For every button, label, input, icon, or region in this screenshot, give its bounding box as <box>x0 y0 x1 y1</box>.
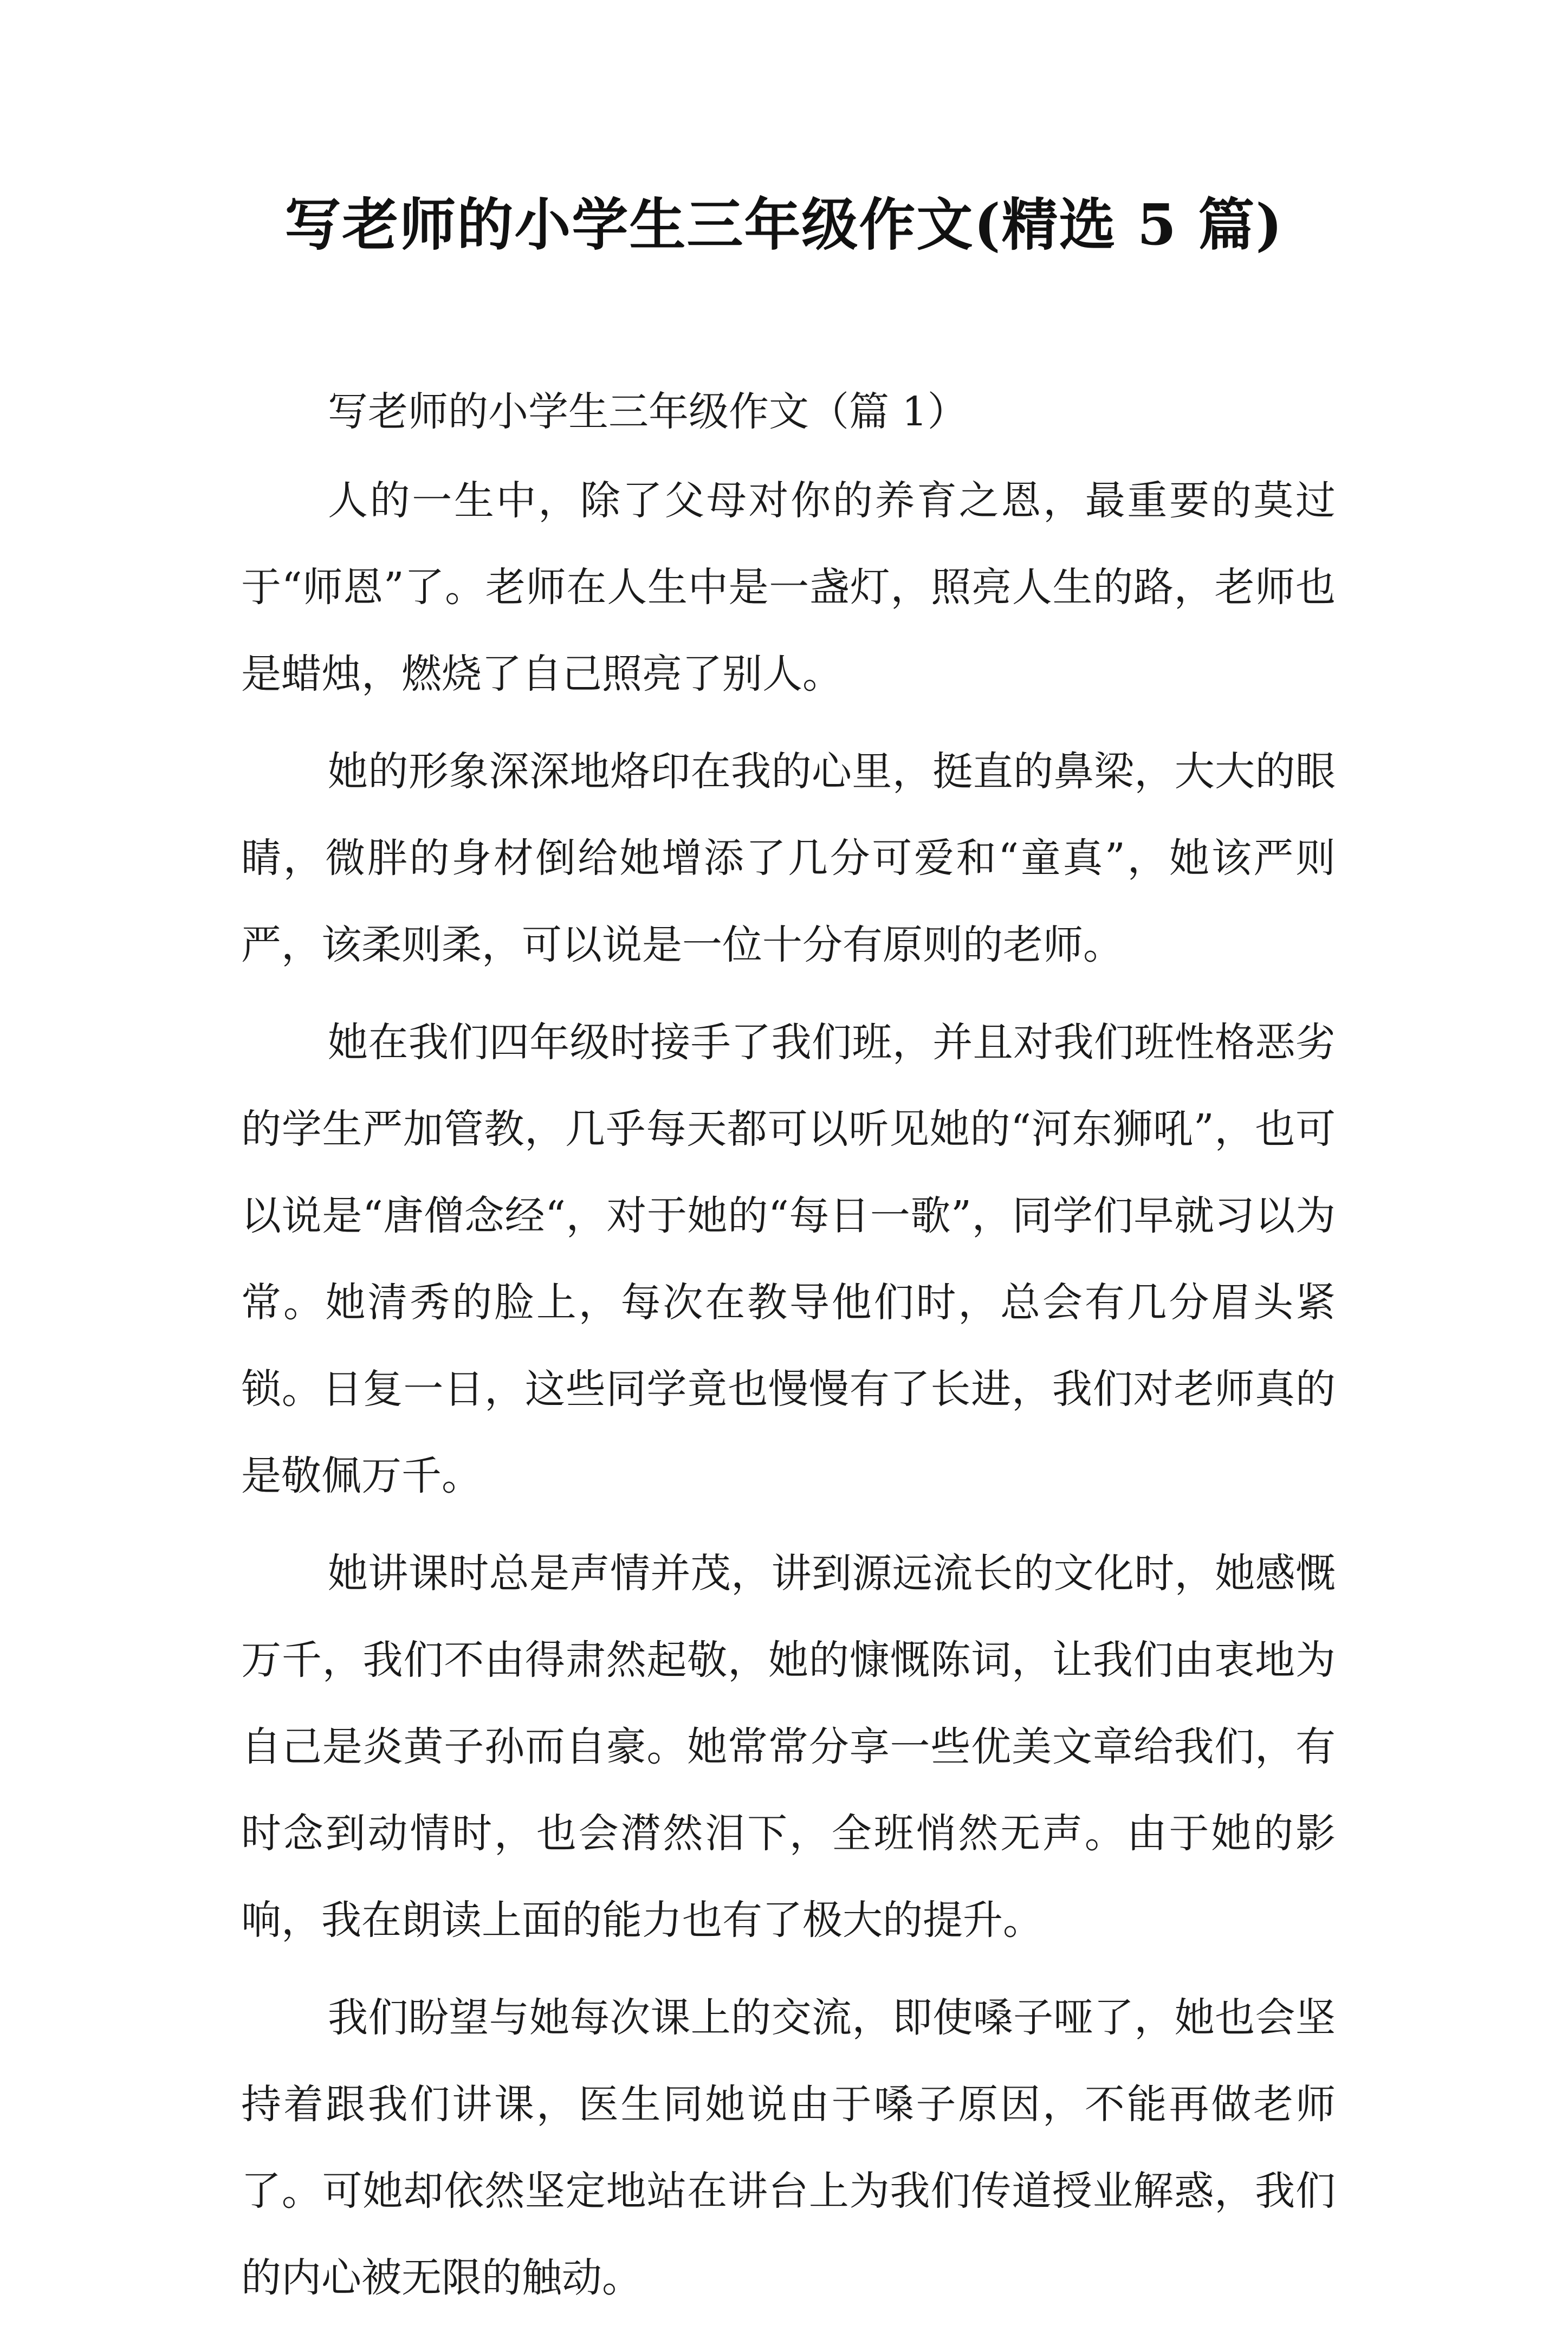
paragraph-4: 她讲课时总是声情并茂，讲到源远流长的文化时，她感慨万千，我们不由得肃然起敬，她的慷慨陈词，让我们由衷地为自己是炎黄子孙而自豪。她常常分享一些优美文章给我们，有时念到动情时，也会潸然泪下，全班悄然无声。由于她的影响，我在朗读上面的能力也有了极大的提升。 <box>241 1550 1336 1944</box>
paragraph-3: 她在我们四年级时接手了我们班，并且对我们班性格恶劣的学生严加管教，几乎每天都可以听见她的“河东狮吼”，也可以说是“唐僧念经“，对于她的“每日一歌”，同学们早就习以为常。她清秀的脸上，每次在教导他们时，总会有几分眉头紧锁。日复一日，这些同学竟也慢慢有了长进，我们对老师真的是敬佩万千。 <box>241 1019 1336 1499</box>
paragraph-5: 我们盼望与她每次课上的交流，即使嗓子哑了，她也会坚持着跟我们讲课，医生同她说由于嗓子原因，不能再做老师了。可她却依然坚定地站在讲台上为我们传道授业解惑，我们的内心被无限的触动。 <box>241 1994 1336 2301</box>
document-title: 写老师的小学生三年级作文(精选 5 篇) <box>284 191 1284 258</box>
document-body <box>241 374 1336 2332</box>
paragraph-1: 人的一生中，除了父母对你的养育之恩，最重要的莫过于“师恩”了。老师在人生中是一盏灯，照亮人生的路，老师也是蜡烛，燃烧了自己照亮了别人。 <box>241 477 1336 697</box>
paragraph-2: 她的形象深深地烙印在我的心里，挺直的鼻梁，大大的眼睛，微胖的身材倒给她增添了几分可爱和“童真”，她该严则严，该柔则柔，可以说是一位十分有原则的老师。 <box>241 748 1336 968</box>
section-heading: 写老师的小学生三年级作文（篇 1） <box>328 388 968 435</box>
